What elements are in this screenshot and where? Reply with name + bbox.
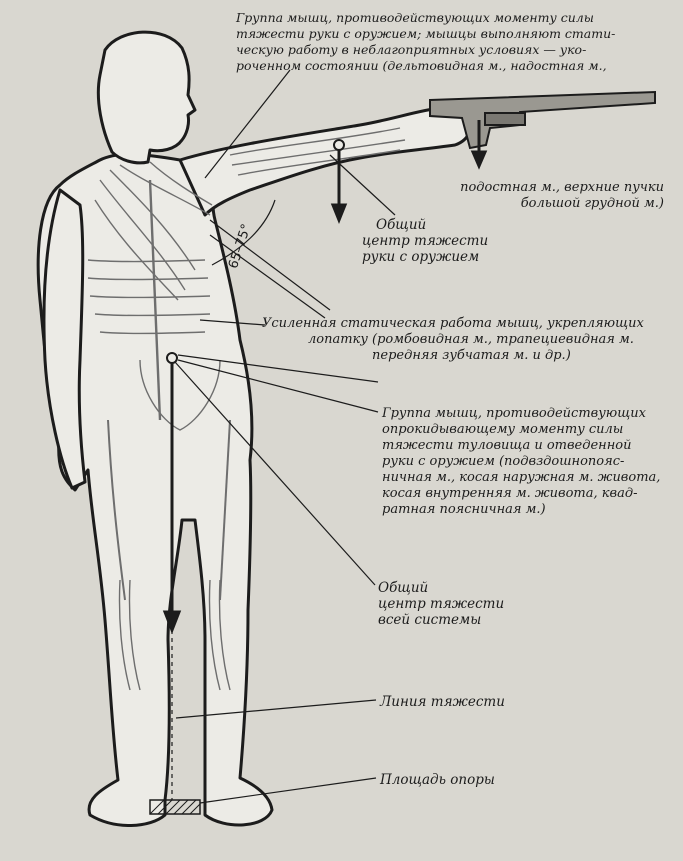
system-center-label <box>378 580 504 628</box>
trunk-line-2: опрокидывающему моменту силы <box>382 422 624 437</box>
trunk-line-7: ратная поясничная м.) <box>382 502 546 517</box>
arm-center-line-1: Общий <box>376 217 427 233</box>
gravity-line-label: Линия тяжести <box>380 694 505 710</box>
arm-muscles-label <box>236 10 615 74</box>
trunk-line-5: ничная м., косая наружная м. живота, <box>382 470 661 485</box>
arm-muscles-line-3: ческую работу в неблагоприятных условиях — уко- <box>236 42 587 57</box>
support-area-label: Площадь опоры <box>380 772 495 788</box>
scapula-line-1: Усиленная статическая работа мышц, укрепляющих <box>262 316 644 331</box>
trunk-line-3: тяжести туловища и отведенной <box>382 438 632 453</box>
arm-muscles-line-4: роченном состоянии (дельтовидная м., надостная м., <box>236 58 607 73</box>
scapula-line-2: лопатку (ромбовидная м., трапециевидная м. <box>308 332 634 347</box>
scapula-line-3: передняя зубчатая м. и др.) <box>372 348 571 363</box>
arm-muscles-cont-label <box>420 180 664 212</box>
system-center-line-2: центр тяжести <box>378 596 505 612</box>
arm-muscles-cont-line-2: большой грудной м.) <box>520 196 664 211</box>
trunk-line-4: руки с оружием (подвздошнопояс- <box>382 454 625 469</box>
system-center-line-1: Общий <box>378 580 429 596</box>
arm-muscles-cont-line-1: подостная м., верхние пучки <box>460 180 664 195</box>
system-center-line-3: всей системы <box>378 612 482 628</box>
arm-center-line-3: руки с оружием <box>362 249 480 265</box>
arm-muscles-line-1: Группа мышц, противодействующих моменту силы <box>236 10 594 25</box>
trunk-line-1: Группа мышц, противодействующих <box>382 406 646 421</box>
arm-muscles-line-2: тяжести руки с оружием; мышцы выполняют стати- <box>236 26 616 41</box>
trunk-line-6: косая внутренняя м. живота, квад- <box>382 486 638 501</box>
angle-label: 65–75° <box>226 222 255 271</box>
arm-center-label <box>362 217 488 265</box>
trunk-muscles-label <box>382 406 660 518</box>
arm-center-line-2: центр тяжести <box>362 233 489 249</box>
scapula-muscles-label <box>262 316 644 364</box>
